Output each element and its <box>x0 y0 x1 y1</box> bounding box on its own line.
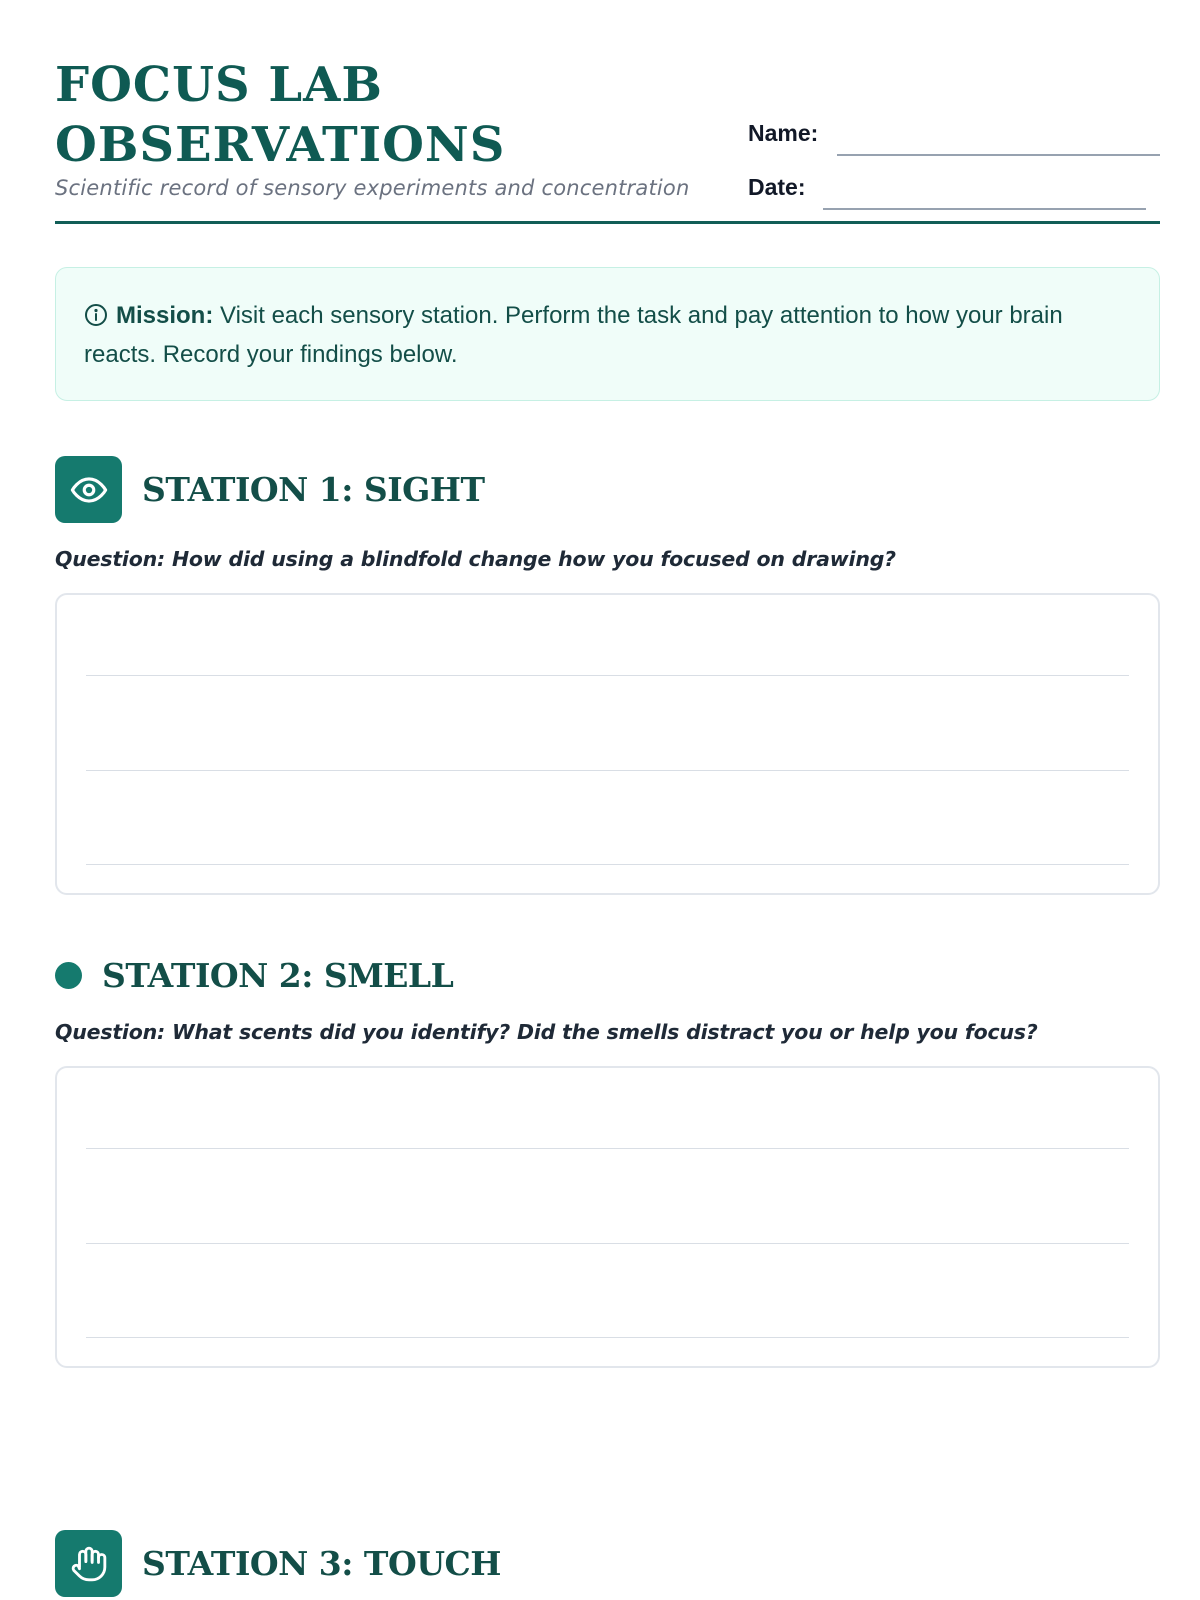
hand-icon <box>55 1530 122 1597</box>
page-subtitle: Scientific record of sensory experiments and concentration <box>55 176 690 200</box>
station-1-header <box>55 456 485 523</box>
name-label: Name: <box>748 120 819 146</box>
station-3-header <box>55 1530 501 1597</box>
station-3-title: STATION 3: TOUCH <box>142 1544 501 1583</box>
worksheet-header <box>55 55 1160 225</box>
station-1-answer-box[interactable] <box>55 593 1160 895</box>
answer-line <box>86 1337 1129 1338</box>
date-field[interactable] <box>823 208 1146 210</box>
page-title: FOCUS LAB OBSERVATIONS <box>55 57 506 173</box>
answer-line <box>86 770 1129 771</box>
mission-text: Visit each sensory station. Perform the task and pay attention to how your brain reacts. Record your findings below. <box>84 302 1063 368</box>
header-divider <box>55 221 1160 224</box>
answer-line <box>86 1148 1129 1149</box>
station-2-title: STATION 2: SMELL <box>102 956 454 995</box>
dot-icon <box>55 962 82 989</box>
station-2-question: Question: What scents did you identify? Did the smells distract you or help you focus? <box>55 1020 1038 1044</box>
name-field[interactable] <box>837 154 1160 156</box>
station-1-title: STATION 1: SIGHT <box>142 470 485 509</box>
mission-box <box>55 267 1160 401</box>
answer-line <box>86 1243 1129 1244</box>
answer-line <box>86 864 1129 865</box>
station-2-answer-box[interactable] <box>55 1066 1160 1368</box>
eye-icon <box>55 456 122 523</box>
answer-line <box>86 675 1129 676</box>
station-1-question: Question: How did using a blindfold change how you focused on drawing? <box>55 547 896 571</box>
date-label: Date: <box>748 174 806 200</box>
info-icon <box>84 300 108 324</box>
mission-label: Mission: <box>116 302 214 329</box>
station-2-header <box>55 956 453 995</box>
